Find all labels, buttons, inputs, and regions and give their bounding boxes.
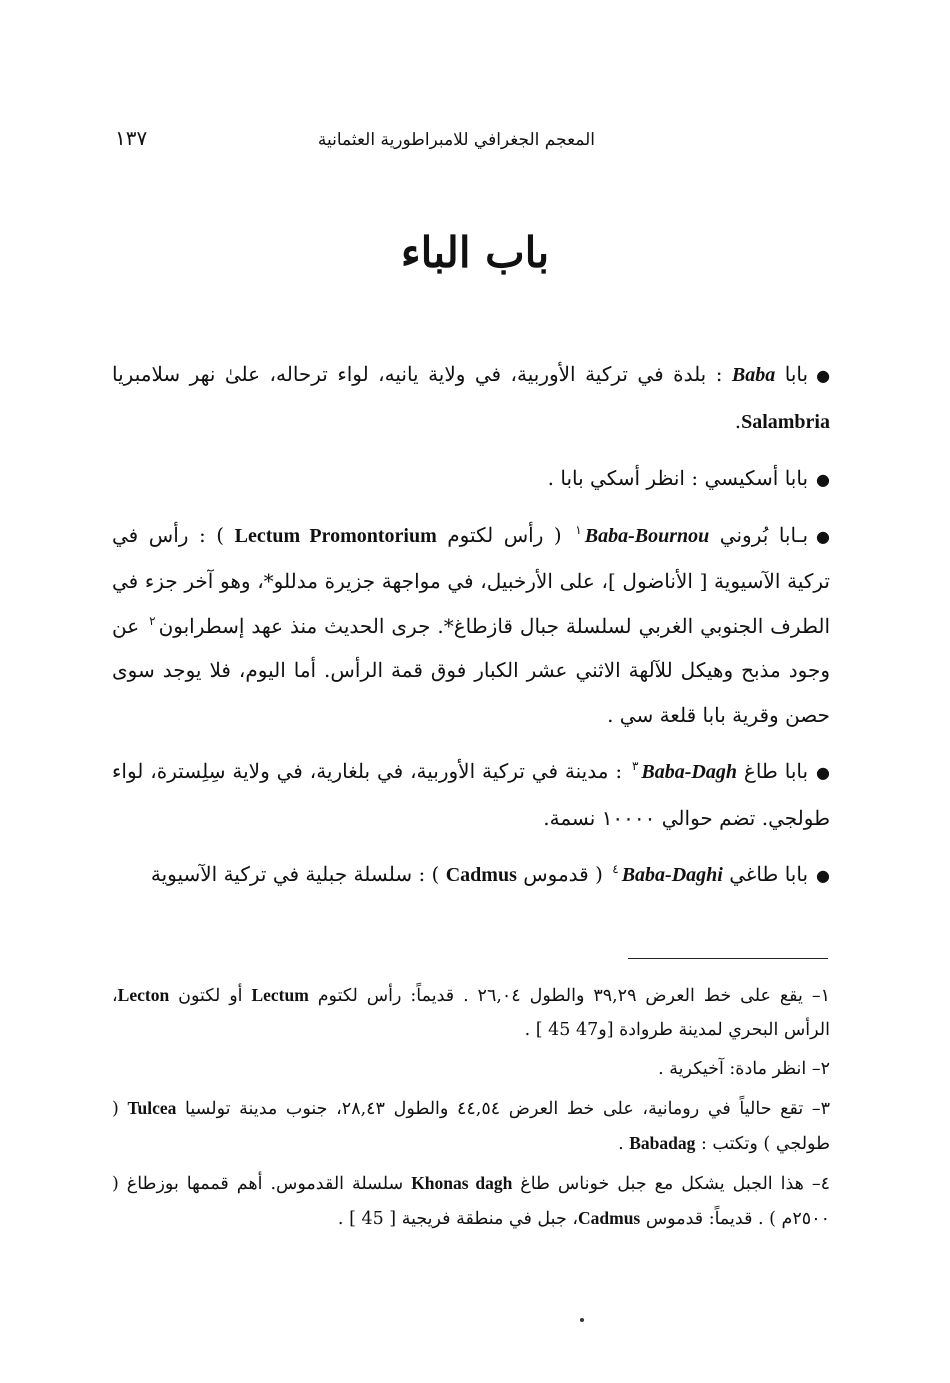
bullet-icon: ● (816, 866, 830, 885)
entry-baba-bournou (112, 513, 830, 738)
entry-latin-name: Baba-Daghi (621, 864, 723, 886)
running-header (115, 122, 595, 158)
entry-headword: بابا (784, 362, 809, 386)
footnote-latin: Lecton (117, 985, 170, 1005)
bottom-dot (580, 1318, 584, 1322)
bullet-icon: ● (816, 526, 830, 546)
footnote-ref-1: ١ (575, 522, 582, 537)
entry-baba-dagh (112, 749, 830, 840)
entry-text: ( رأس لكتوم (436, 522, 562, 547)
footnote-ref-2: ٢ (149, 613, 156, 628)
footnote-number: ١– (811, 986, 830, 1006)
footnote-text: ، جبل في منطقة فريجية (396, 1209, 578, 1229)
footnote-2 (112, 1052, 830, 1086)
footnote-text: . (524, 1020, 536, 1040)
entry-headword: بابا طاغي (729, 862, 809, 886)
footnote-text: سلسلة القدموس. أهم قممها بوزطاغ ( ٢٥٠٠م ) . قديماً: قدموس (112, 1174, 830, 1229)
footnote-divider (628, 958, 828, 959)
entry-text: عن وجود مذبح وهيكل للآلهة الاثني عشر الكبار فوق قمة الرأس. أما اليوم، فلا يوجد سوى حصن وقرية بابا قلعة سي . (112, 613, 830, 727)
footnote-text: . (618, 1134, 630, 1154)
footnote-number: ٣– (811, 1099, 830, 1119)
entry-baba-eskisi (112, 456, 830, 503)
bullet-icon: ● (816, 366, 831, 385)
entry-latin-term: Cadmus (445, 864, 517, 886)
footnote-text: ( طولجي ) وتكتب : (112, 1099, 830, 1154)
footnote-latin: Tulcea (127, 1098, 177, 1118)
footnote-text: انظر مادة: آخيكرية . (658, 1059, 807, 1079)
footnote-text: أو لكتون (169, 986, 252, 1006)
entry-text: ) : رأس في تركية الآسيوية [ الأناضول ]، على الأرخبيل، في مواجهة جزيرة مدللو*، وهو آخر جزء في الطرف الجنوبي الغربي لسلسلة جبال قازطاغ*. جرى الحديث منذ عهد إسطرابون (112, 522, 831, 638)
footnote-number: ٤– (811, 1174, 830, 1194)
entry-latin-term: Salambria (741, 410, 830, 433)
entry-baba (112, 352, 830, 444)
footnote-text: تقع حالياً في رومانية، على خط العرض ٤٤,٥٤ والطول ٢٨,٤٣، جنوب مدينة تولسيا (176, 1099, 804, 1119)
footnote-text: . (337, 1209, 350, 1229)
footnote-reference: [ 45 ] (349, 1209, 397, 1229)
entry-baba-daghi (112, 852, 830, 899)
running-header-title: المعجم الجغرافي للامبراطورية العثمانية (317, 130, 595, 150)
entry-text: : بلدة في تركية الأوربية، في ولاية يانيه، لواء ترحاله، علىٰ نهر سلامبريا (112, 362, 723, 386)
section-title: باب الباء (400, 228, 550, 277)
footnote-ref-4: ٤ (612, 862, 619, 877)
entry-latin-name: Baba-Bournou (584, 524, 710, 547)
footnote-text: ، الرأس البحري لمدينة طروادة (112, 986, 830, 1040)
entry-latin-term: Lectum Promontorium (234, 524, 437, 547)
footnote-latin: Cadmus (578, 1208, 641, 1228)
page-number: ١٣٧ (115, 126, 148, 150)
entries-body (112, 352, 830, 911)
footnote-latin: Khonas dagh (411, 1173, 513, 1193)
footnote-text: يقع على خط العرض ٣٩,٢٩ والطول ٢٦,٠٤ . قديماً: رأس لكتوم (308, 986, 803, 1006)
entry-latin-name: Baba (731, 364, 776, 386)
entry-text: ( قدموس (516, 862, 603, 886)
footnote-3 (112, 1091, 830, 1161)
footnote-text: هذا الجبل يشكل مع جبل خوناس طاغ (512, 1174, 804, 1194)
footnote-4 (112, 1166, 830, 1236)
entry-latin-name: Baba-Dagh (641, 761, 737, 783)
footnote-1 (112, 978, 830, 1047)
entry-text: بابا أسكيسي : انظر أسكي بابا . (547, 466, 809, 490)
entry-headword: بـابا بُروني (719, 522, 809, 547)
entry-text: : مدينة في تركية الأوربية، في بلغارية، في ولاية سِلِسترة، لواء طولجي. تضم حوالي ١٠٠٠٠ نسمة. (112, 759, 830, 830)
footnotes (112, 978, 830, 1241)
bullet-icon: ● (816, 470, 830, 489)
footnote-ref-3: ٣ (631, 759, 639, 774)
bullet-icon: ● (816, 763, 831, 782)
footnote-number: ٢– (811, 1059, 830, 1079)
entry-text: ) : سلسلة جبلية في تركية الآسيوية (150, 862, 446, 886)
footnote-latin: Lectum (251, 985, 309, 1005)
entry-text-end: . (734, 408, 742, 433)
entry-headword: بابا طاغ (743, 759, 809, 783)
footnote-reference: [ 45 و47] (535, 1020, 614, 1040)
footnote-latin: Babadag (629, 1133, 696, 1153)
